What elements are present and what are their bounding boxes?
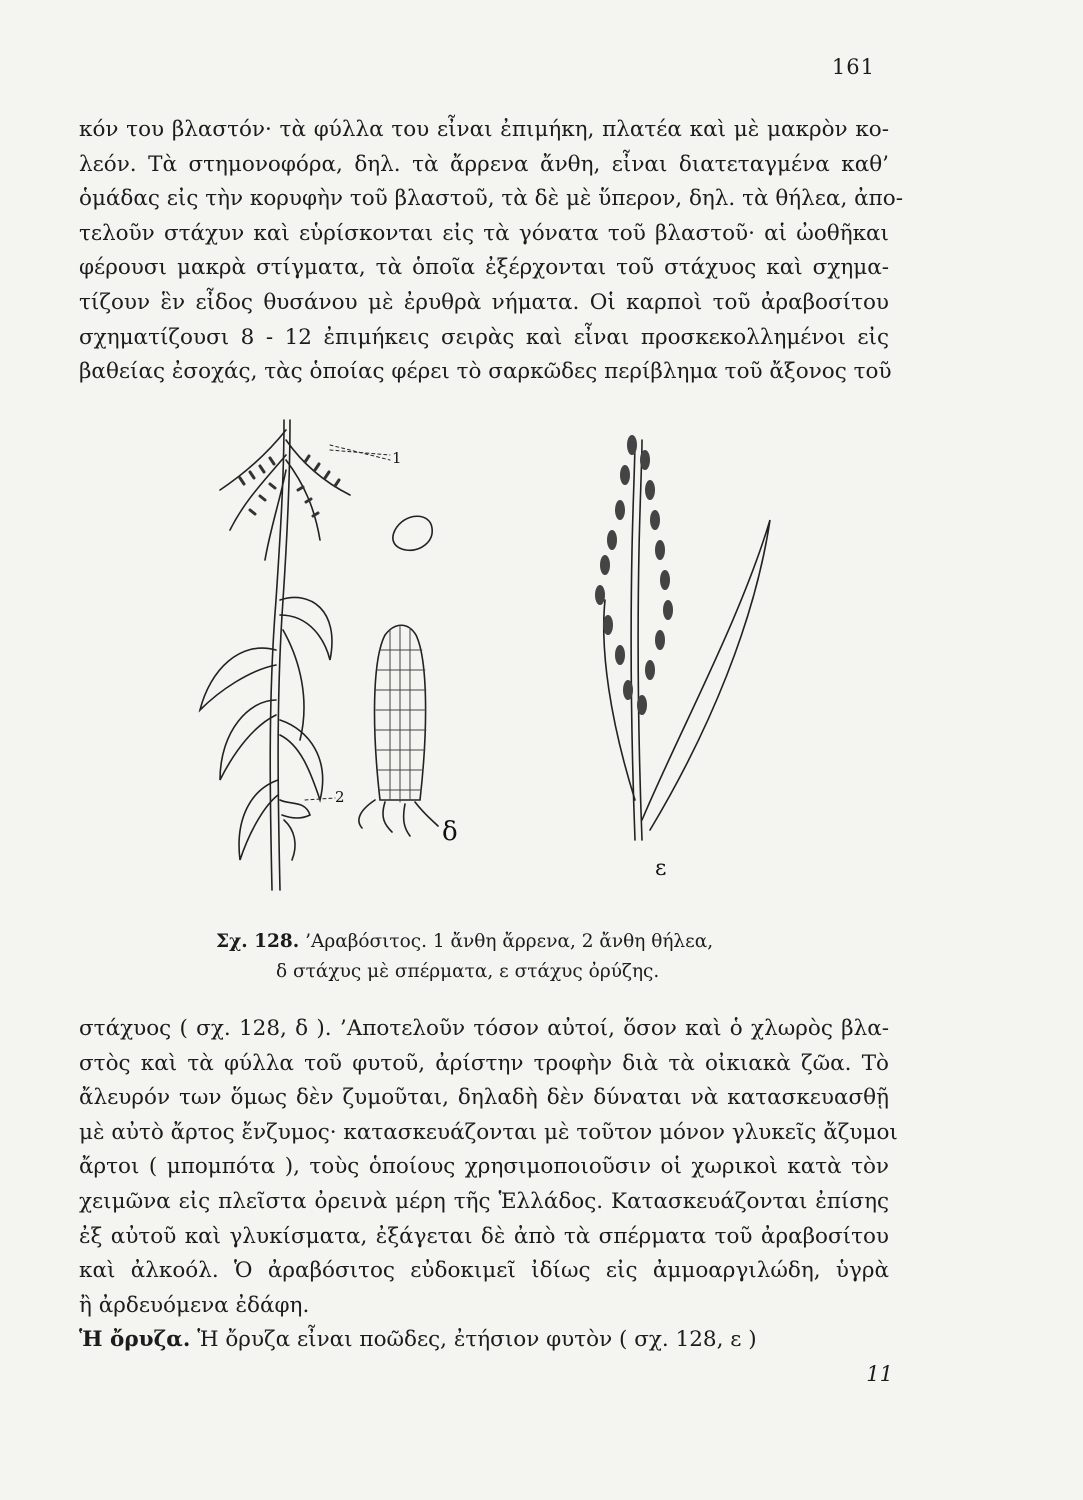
- rice-heading: Ἡ ὄρυζα.: [79, 1327, 191, 1353]
- corn-plant-drawing: [200, 420, 350, 890]
- text-line: κόν του βλαστόν· τὰ φύλλα του εἶναι ἐπιμήκη, πλατέα καὶ μὲ μακρὸν κο-: [79, 117, 889, 142]
- rice-panicle-drawing: [595, 435, 770, 840]
- figure-label-1: 1: [392, 449, 402, 467]
- text-line: σχηματίζουσι 8 - 12 ἐπιμήκεις σειρὰς καὶ εἶναι προσκεκολλημένοι εἰς: [79, 324, 889, 350]
- text-line: βαθείας ἐσοχάς, τὰς ὁποίας φέρει τὸ σαρκῶδες περίβλημα τοῦ ἄξονος τοῦ: [79, 359, 892, 385]
- corn-kernel-drawing: [393, 516, 432, 550]
- text-line: χειμῶνα εἰς πλεῖστα ὀρεινὰ μέρη τῆς Ἑλλάδος. Κατασκευάζονται ἐπίσης: [79, 1188, 889, 1214]
- text-line: ἐξ αὐτοῦ καὶ γλυκίσματα, ἐξάγεται δὲ ἀπὸ τὰ σπέρματα τοῦ ἀραβοσίτου: [79, 1223, 889, 1249]
- text-line: ἢ ἀρδευόμενα ἐδάφη.: [79, 1292, 310, 1318]
- text-line: τελοῦν στάχυν καὶ εὑρίσκονται εἰς τὰ γόνατα τοῦ βλαστοῦ· αἱ ὠοθῆκαι: [79, 220, 889, 246]
- text-line: τίζουν ἓν εἶδος θυσάνου μὲ ἐρυθρὰ νήματα. Οἱ καρποὶ τοῦ ἀραβοσίτου: [79, 289, 889, 315]
- corn-ear-drawing: [359, 625, 438, 836]
- caption-line-2: δ στάχυς μὲ σπέρματα, ε στάχυς ὀρύζης.: [276, 961, 660, 982]
- page-number: 161: [831, 55, 875, 79]
- figure-label-2: 2: [335, 788, 345, 806]
- caption-line-1: ’Αραβόσιτος. 1 ἄνθη ἄρρενα, 2 ἄνθη θήλεα,: [305, 931, 714, 952]
- text-line: καὶ ἀλκοόλ. Ὁ ἀραβόσιτος εὐδοκιμεῖ ἰδίως εἰς ἀμμοαργιλώδη, ὑγρὰ: [79, 1258, 889, 1284]
- figure-label-epsilon: ε: [655, 856, 667, 881]
- figure-label-delta: δ: [442, 817, 458, 847]
- text-line: μὲ αὐτὸ ἄρτος ἔνζυμος· κατασκευάζονται μὲ τοῦτον μόνον γλυκεῖς ἄζυμοι: [79, 1119, 898, 1145]
- label-leader-lines: [305, 445, 390, 800]
- figure-caption: [216, 927, 756, 987]
- bottom-paragraph: [79, 1012, 898, 1358]
- rice-text: Ἡ ὄρυζα εἶναι ποῶδες, ἐτήσιον φυτὸν ( σχ. 128, ε ): [197, 1327, 757, 1353]
- figure-128-illustration: [180, 400, 800, 900]
- rice-section-line: [79, 1323, 889, 1358]
- text-line: λεόν. Τὰ στημονοφόρα, δηλ. τὰ ἄρρενα ἄνθη, εἶναι διατεταγμένα καθ’: [79, 151, 889, 177]
- text-line: στάχυος ( σχ. 128, δ ). ’Αποτελοῦν τόσον αὐτοί, ὅσον καὶ ὁ χλωρὸς βλα-: [79, 1016, 889, 1041]
- text-line: ἄλευρόν των ὅμως δὲν ζυμοῦται, δηλαδὴ δὲν δύναται νὰ κατασκευασθῇ: [79, 1085, 889, 1111]
- text-line: ὁμάδας εἰς τὴν κορυφὴν τοῦ βλαστοῦ, τὰ δὲ μὲ ὕπερον, δηλ. τὰ θήλεα, ἀπο-: [79, 186, 903, 212]
- top-paragraph: [79, 113, 903, 390]
- caption-label: Σχ. 128.: [216, 931, 300, 952]
- signature-mark: 11: [866, 1362, 893, 1386]
- text-line: ἄρτοι ( μπομπότα ), τοὺς ὁποίους χρησιμοποιοῦσιν οἱ χωρικοὶ κατὰ τὸν: [79, 1154, 889, 1180]
- text-line: στὸς καὶ τὰ φύλλα τοῦ φυτοῦ, ἀρίστην τροφὴν διὰ τὰ οἰκιακὰ ζῶα. Τὸ: [79, 1050, 889, 1076]
- text-line: φέρουσι μακρὰ στίγματα, τὰ ὁποῖα ἐξέρχονται τοῦ στάχυος καὶ σχημα-: [79, 255, 889, 281]
